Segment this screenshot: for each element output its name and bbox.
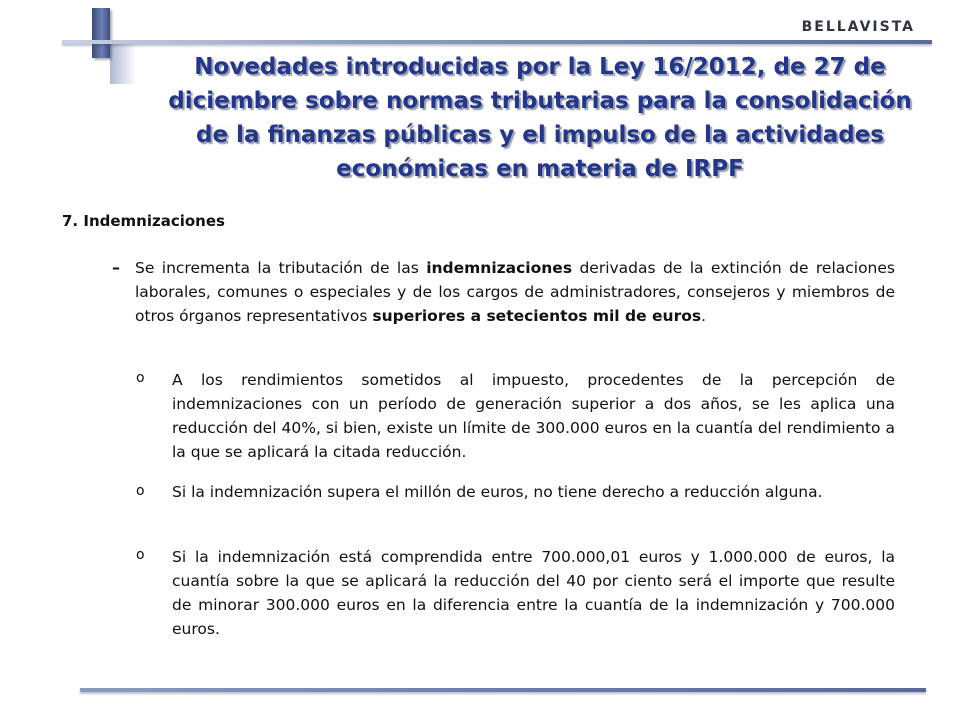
intro-paragraph xyxy=(135,256,895,328)
intro-text-3: . xyxy=(701,307,707,325)
sub-bullet-1: o xyxy=(136,370,145,386)
sub-bullet-2: o xyxy=(136,483,145,499)
slide-title: Novedades introducidas por la Ley 16/2012, de 27 de diciembre sobre normas tributarias para la consolidación de la finanzas públicas y el impulso de la actividades económicas en materia de IRPF xyxy=(168,54,912,182)
section-heading: 7. Indemnizaciones xyxy=(62,212,225,230)
top-divider xyxy=(62,40,932,44)
bottom-divider xyxy=(80,688,926,692)
sub-bullet-3: o xyxy=(136,547,145,563)
sub-item-3: Si la indemnización está comprendida entre 700.000,01 euros y 1.000.000 de euros, la cuantía sobre la que se aplicará la reducción del 40 por ciento será el importe que resulte de minorar 300.000 euros en la diferencia entre la cuantía de la indemnización y 700.000 euros. xyxy=(172,548,895,638)
intro-text-1: Se incrementa la tributación de las xyxy=(135,259,427,277)
logo-bar-shadow xyxy=(110,44,136,84)
logo-bar xyxy=(92,8,110,58)
brand-logo: BELLAVISTA xyxy=(801,19,915,35)
intro-bold-1: indemnizaciones xyxy=(426,259,573,277)
sub-item-1: A los rendimientos sometidos al impuesto, procedentes de la percepción de indemnizaciones con un período de generación superior a dos años, se les aplica una reducción del 40%, si bien, existe un límite de 300.000 euros en la cuantía del rendimiento a la que se aplicará la citada reducción. xyxy=(172,371,895,461)
intro-bold-2: superiores a setecientos mil de euros xyxy=(372,307,702,325)
dash-bullet: – xyxy=(112,258,120,277)
sub-item-2: Si la indemnización supera el millón de euros, no tiene derecho a reducción alguna. xyxy=(172,483,823,501)
intro-text-2: derivadas de la extinción de relaciones laborales, comunes o especiales y de los cargos de administradores, consejeros y miembros de otros órganos representativos xyxy=(135,259,895,325)
